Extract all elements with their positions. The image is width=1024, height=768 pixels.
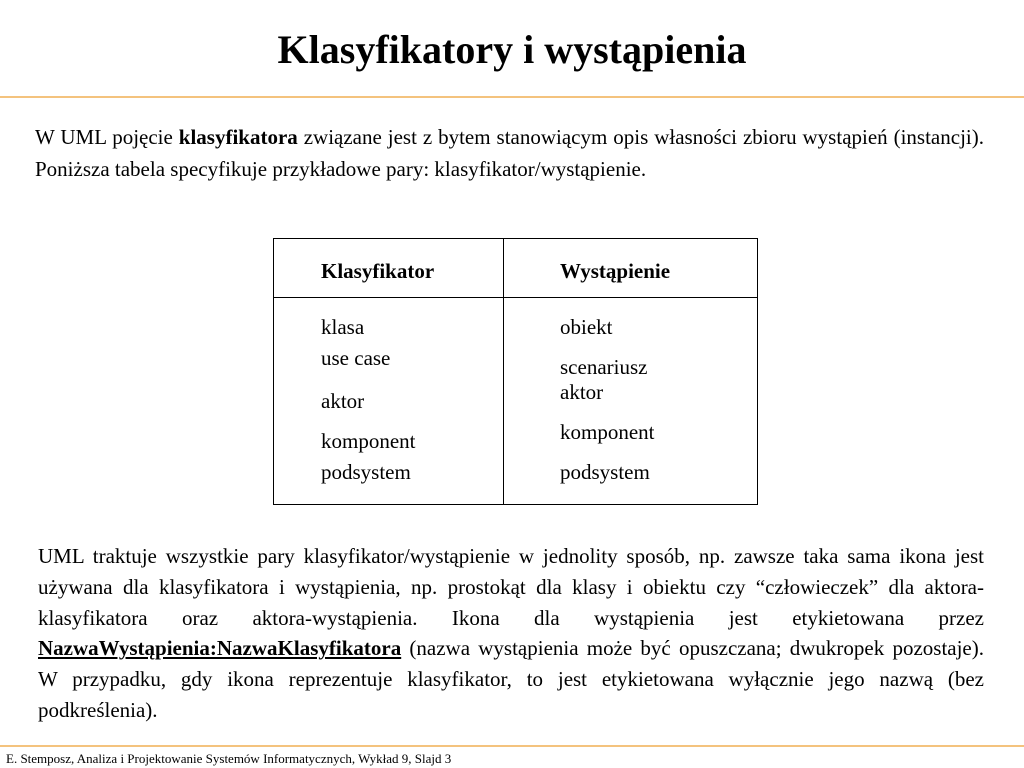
footer-divider bbox=[0, 745, 1024, 747]
classifier-cell: aktor bbox=[321, 389, 365, 413]
instance-cell: komponent bbox=[560, 420, 655, 444]
classifier-cell: use case bbox=[321, 346, 391, 370]
instance-cell: obiekt bbox=[560, 315, 613, 339]
slide-title: Klasyfikatory i wystąpienia bbox=[277, 27, 747, 72]
title-divider bbox=[0, 96, 1024, 98]
instance-cell: podsystem bbox=[560, 460, 650, 484]
body-part-1: UML traktuje wszystkie pary klasyfikator/wystąpienie w jednolity sposób, np. zawsze taka sama ikona jest używana dla klasyfikatora i wystąpienia, np. prostokąt dla klasy i obiektu czy “człowieczek” dla aktora-klasyfikatora oraz aktora-wystąpienia. Ikona dla wystąpienia jest etykietowana przez bbox=[38, 544, 984, 630]
instance-cell: aktor bbox=[560, 380, 604, 404]
footer-text: E. Stemposz, Analiza i Projektowanie Systemów Informatycznych, Wykład 9, Slajd 3 bbox=[6, 751, 452, 766]
table-header-divider bbox=[274, 297, 757, 298]
classifier-cell: podsystem bbox=[321, 460, 411, 484]
instance-label-notation: NazwaWystąpienia:NazwaKlasyfikatora bbox=[38, 636, 402, 661]
classifier-cell: klasa bbox=[321, 315, 365, 339]
intro-bold-term: klasyfikatora bbox=[178, 125, 298, 149]
instance-cell: scenariusz bbox=[560, 355, 648, 379]
table-column-divider bbox=[503, 239, 504, 504]
header-classifier: Klasyfikator bbox=[321, 259, 435, 283]
body-part-2: (nazwa wystąpienia może być opuszczana; dwukropek pozostaje). W przypadku, gdy ikona reprezentuje klasyfikator, to jest etykietowana wyłącznie jego nazwą (bez podkreślenia). bbox=[38, 636, 984, 722]
classifier-instance-table bbox=[273, 238, 758, 505]
body-paragraph bbox=[38, 541, 984, 726]
intro-paragraph bbox=[35, 121, 984, 185]
header-instance: Wystąpienie bbox=[560, 259, 671, 283]
intro-prefix: W UML pojęcie bbox=[35, 125, 179, 149]
classifier-cell: komponent bbox=[321, 429, 416, 453]
intro-suffix: związane jest z bytem stanowiącym opis własności zbioru wystąpień (instancji). Poniższa tabela specyfikuje przykładowe pary: klasyfikator/wystąpienie. bbox=[35, 125, 984, 181]
